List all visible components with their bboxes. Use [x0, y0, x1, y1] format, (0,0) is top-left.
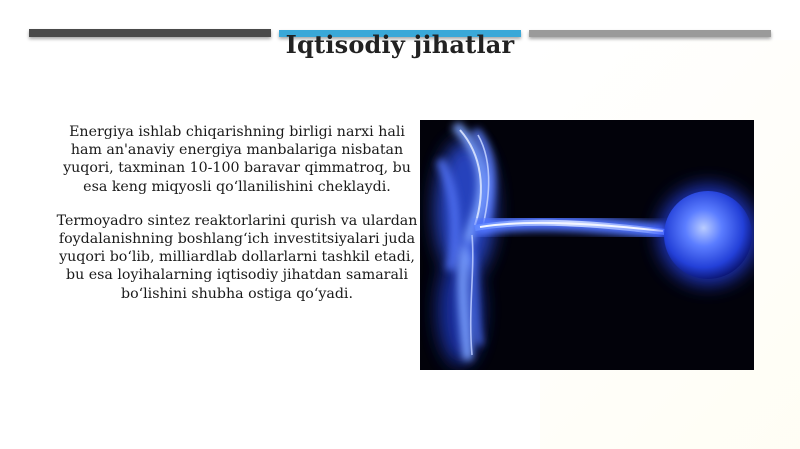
plasma-image: [420, 120, 754, 370]
paragraph-investment: Termoyadro sintez reaktorlarini qurish va ulardan foydalanishning boshlang‘ich investitsiyalari juda yuqori bo‘lib, milliardlab dollarlarni tashkil etadi, bu esa loyihalarning iqtisodiy jihatdan samarali bo‘lishini shubha ostiga qo‘yadi.: [56, 212, 418, 302]
slide-title: Iqtisodiy jihatlar: [285, 30, 515, 59]
plasma-illustration: [420, 120, 754, 370]
paragraph-unit-cost: Energiya ishlab chiqarishning birligi narxi hali ham an'anaviy energiya manbalariga nisbatan yuqori, taxminan 10-100 baravar qimmatroq, bu esa keng miqyosli qo‘llanilishini cheklaydi.: [63, 124, 411, 195]
body-text: [54, 123, 420, 319]
